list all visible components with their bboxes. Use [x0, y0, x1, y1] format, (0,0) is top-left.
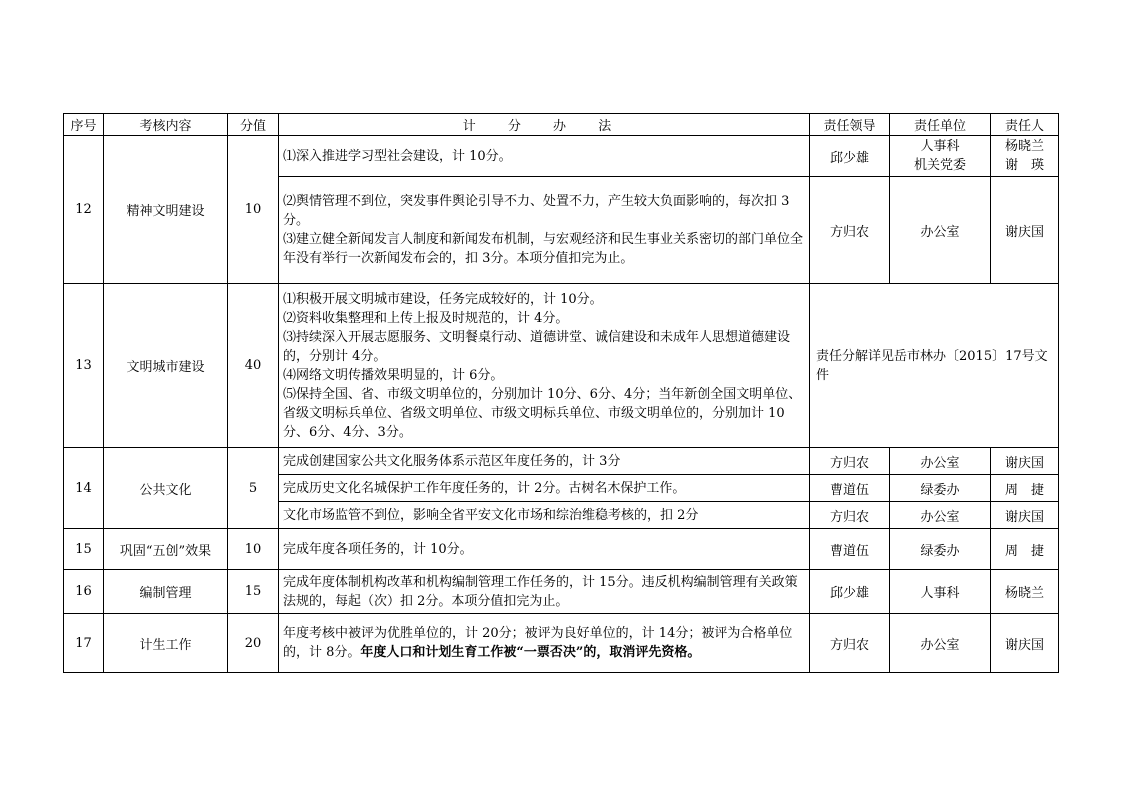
- unit-line: 人事科: [920, 139, 960, 154]
- row-no: 17: [64, 614, 104, 673]
- row-person: 周 捷: [991, 529, 1059, 570]
- method-line: ⑶建立健全新闻发言人制度和新闻发布机制，与宏观经济和民生事业关系密切的部门单位全年没有举行一次新闻发布会的，扣 3分。本项分值扣完为止。: [283, 232, 804, 266]
- row-content: 文明城市建设: [104, 284, 228, 448]
- header-no: 序号: [64, 114, 104, 136]
- row-no: 14: [64, 448, 104, 529]
- row-score: 5: [228, 448, 279, 529]
- row-score: 10: [228, 136, 279, 284]
- method-text: 年度考核中被评为优胜单位的，计 20分；被评为良好单位的，计 14分；被评为合格单位的，计 8分。: [283, 626, 793, 660]
- row-unit: [890, 136, 991, 177]
- row-leader: 曹道伍: [810, 529, 890, 570]
- row-content: 计生工作: [104, 614, 228, 673]
- row-person: 杨晓兰: [991, 570, 1059, 614]
- table-row: [64, 284, 1059, 448]
- row-method: 完成年度各项任务的，计 10分。: [279, 529, 810, 570]
- method-line: ⑶持续深入开展志愿服务、文明餐桌行动、道德讲堂、诚信建设和未成年人思想道德建设的，分别计 4分。: [283, 329, 791, 364]
- method-veto-text: 年度人口和计划生育工作被“一票否决”的，取消评先资格。: [360, 645, 701, 660]
- row-leader: 方归农: [810, 614, 890, 673]
- header-method-text: 计 分 办 法: [462, 119, 626, 134]
- row-unit: 绿委办: [890, 475, 991, 502]
- row-person: 谢庆国: [991, 614, 1059, 673]
- row-unit: 办公室: [890, 502, 991, 529]
- row-person: 周 捷: [991, 475, 1059, 502]
- row-score: 10: [228, 529, 279, 570]
- row-method: 完成历史文化名城保护工作年度任务的，计 2分。古树名木保护工作。: [279, 475, 810, 502]
- row-person: 谢庆国: [991, 448, 1059, 475]
- row-method: 完成创建国家公共文化服务体系示范区年度任务的，计 3分: [279, 448, 810, 475]
- row-unit: 办公室: [890, 177, 991, 284]
- row-method: [279, 614, 810, 673]
- row-content: 编制管理: [104, 570, 228, 614]
- method-line: ⑴积极开展文明城市建设，任务完成较好的，计 10分。: [283, 291, 603, 307]
- row-no: 15: [64, 529, 104, 570]
- person-line: 谢 瑛: [1004, 158, 1044, 173]
- header-content: 考核内容: [104, 114, 228, 136]
- header-leader: 责任领导: [810, 114, 890, 136]
- row-leader: 邱少雄: [810, 570, 890, 614]
- row-method: 完成年度体制机构改革和机构编制管理工作任务的，计 15分。违反机构编制管理有关政策法规的，每起（次）扣 2分。本项分值扣完为止。: [279, 570, 810, 614]
- header-unit: 责任单位: [890, 114, 991, 136]
- table-row: [64, 614, 1059, 673]
- row-person: 谢庆国: [991, 502, 1059, 529]
- row-person: 谢庆国: [991, 177, 1059, 284]
- row-unit: 人事科: [890, 570, 991, 614]
- row-responsibility: 责任分解详见岳市林办〔2015〕17号文件: [810, 284, 1059, 448]
- row-score: 15: [228, 570, 279, 614]
- row-score: 20: [228, 614, 279, 673]
- row-unit: 绿委办: [890, 529, 991, 570]
- header-person: 责任人: [991, 114, 1059, 136]
- row-no: 12: [64, 136, 104, 284]
- row-person: [991, 136, 1059, 177]
- header-method: [279, 114, 810, 136]
- method-line: ⑵资料收集整理和上传上报及时规范的，计 4分。: [283, 310, 569, 326]
- row-no: 13: [64, 284, 104, 448]
- table-row: [64, 448, 1059, 475]
- table-row: [64, 529, 1059, 570]
- row-unit: 办公室: [890, 448, 991, 475]
- table-row: [64, 570, 1059, 614]
- row-leader: 方归农: [810, 448, 890, 475]
- row-method: 文化市场监管不到位，影响全省平安文化市场和综治维稳考核的，扣 2分: [279, 502, 810, 529]
- method-line: ⑵舆情管理不到位，突发事件舆论引导不力、处置不力，产生较大负面影响的，每次扣 3分。: [283, 194, 790, 228]
- row-method: ⑴深入推进学习型社会建设，计 10分。: [279, 136, 810, 177]
- row-content: 巩固“五创”效果: [104, 529, 228, 570]
- person-line: 杨晓兰: [1004, 139, 1044, 154]
- row-content: 公共文化: [104, 448, 228, 529]
- row-leader: 邱少雄: [810, 136, 890, 177]
- row-content: 精神文明建设: [104, 136, 228, 284]
- header-score: 分值: [228, 114, 279, 136]
- row-leader: 方归农: [810, 177, 890, 284]
- method-line: ⑷网络文明传播效果明显的，计 6分。: [283, 367, 504, 383]
- row-score: 40: [228, 284, 279, 448]
- assessment-table: [63, 113, 1059, 673]
- row-no: 16: [64, 570, 104, 614]
- header-row: [64, 114, 1059, 136]
- row-method: [279, 284, 810, 448]
- method-line: ⑸保持全国、省、市级文明单位的，分别加计 10分、6分、4分；当年新创全国文明单位、省级文明标兵单位、省级文明单位、市级文明标兵单位、市级文明单位的，分别加计 10分、6分、4分、3分。: [283, 386, 802, 440]
- table-row: [64, 136, 1059, 177]
- unit-line: 机关党委: [913, 158, 966, 173]
- row-leader: 曹道伍: [810, 475, 890, 502]
- row-leader: 方归农: [810, 502, 890, 529]
- row-method: [279, 177, 810, 284]
- row-unit: 办公室: [890, 614, 991, 673]
